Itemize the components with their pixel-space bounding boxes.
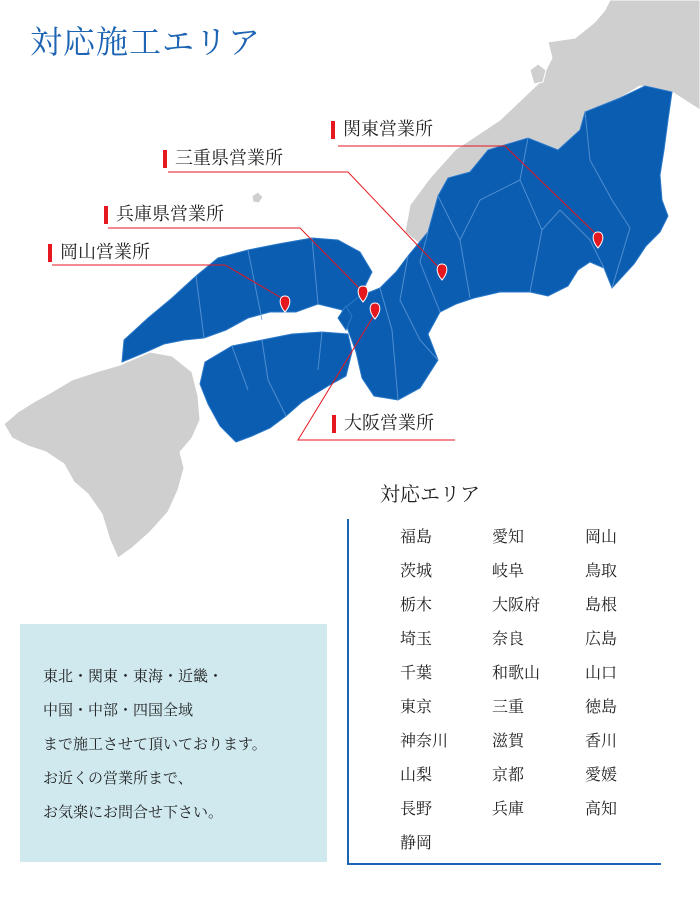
pref-item: 茨城 bbox=[400, 561, 433, 580]
pref-item: 栃木 bbox=[400, 595, 433, 614]
area-list-panel bbox=[347, 519, 661, 865]
island-oki bbox=[252, 192, 263, 203]
pref-item: 滋賀 bbox=[492, 731, 525, 750]
pref-column-3 bbox=[585, 529, 617, 835]
shikoku-region bbox=[200, 332, 352, 442]
pref-item: 香川 bbox=[585, 731, 618, 750]
info-box bbox=[20, 624, 327, 862]
pref-item: 岐阜 bbox=[492, 561, 525, 580]
pref-item: 山口 bbox=[585, 663, 618, 682]
office-label-hyogo: 兵庫県営業所 bbox=[104, 206, 224, 224]
info-line: 中国・中部・四国全域 bbox=[43, 701, 194, 719]
pref-item: 静岡 bbox=[400, 833, 433, 852]
pref-column-2 bbox=[492, 529, 540, 835]
pref-item: 東京 bbox=[400, 697, 433, 716]
page-title: 対応施工エリア bbox=[30, 23, 262, 61]
office-label-mie: 三重県営業所 bbox=[163, 150, 283, 168]
area-heading: 対応エリア bbox=[380, 482, 480, 506]
pref-item: 兵庫 bbox=[492, 799, 525, 818]
info-line: お気楽にお問合せ下さい。 bbox=[43, 803, 224, 821]
pref-item: 福島 bbox=[400, 527, 433, 546]
pref-item: 和歌山 bbox=[492, 663, 541, 682]
pref-item: 高知 bbox=[585, 799, 618, 818]
pref-item: 広島 bbox=[585, 629, 618, 648]
office-label-okayama: 岡山営業所 bbox=[48, 244, 150, 262]
pref-item: 島根 bbox=[585, 595, 618, 614]
pref-item: 愛媛 bbox=[585, 765, 618, 784]
pref-item: 大阪府 bbox=[492, 595, 541, 614]
pref-column-1 bbox=[400, 529, 448, 869]
pref-item: 山梨 bbox=[400, 765, 433, 784]
pref-item: 徳島 bbox=[585, 697, 618, 716]
info-line: お近くの営業所まで、 bbox=[43, 769, 193, 787]
pref-item: 愛知 bbox=[492, 527, 525, 546]
kyushu-region bbox=[4, 352, 200, 558]
office-label-osaka: 大阪営業所 bbox=[332, 415, 434, 433]
info-line: 東北・関東・東海・近畿・ bbox=[43, 667, 224, 685]
pref-item: 三重 bbox=[492, 697, 525, 716]
pref-item: 神奈川 bbox=[400, 731, 449, 750]
pref-item: 岡山 bbox=[585, 527, 618, 546]
pref-item: 埼玉 bbox=[400, 629, 433, 648]
pref-item: 奈良 bbox=[492, 629, 525, 648]
pref-item: 鳥取 bbox=[585, 561, 618, 580]
pref-item: 千葉 bbox=[400, 663, 433, 682]
info-line: まで施工させて頂いております。 bbox=[43, 735, 267, 753]
island-sado bbox=[530, 64, 546, 84]
pref-item: 京都 bbox=[492, 765, 525, 784]
pref-item: 長野 bbox=[400, 799, 433, 818]
office-label-kanto: 関東営業所 bbox=[331, 121, 433, 139]
